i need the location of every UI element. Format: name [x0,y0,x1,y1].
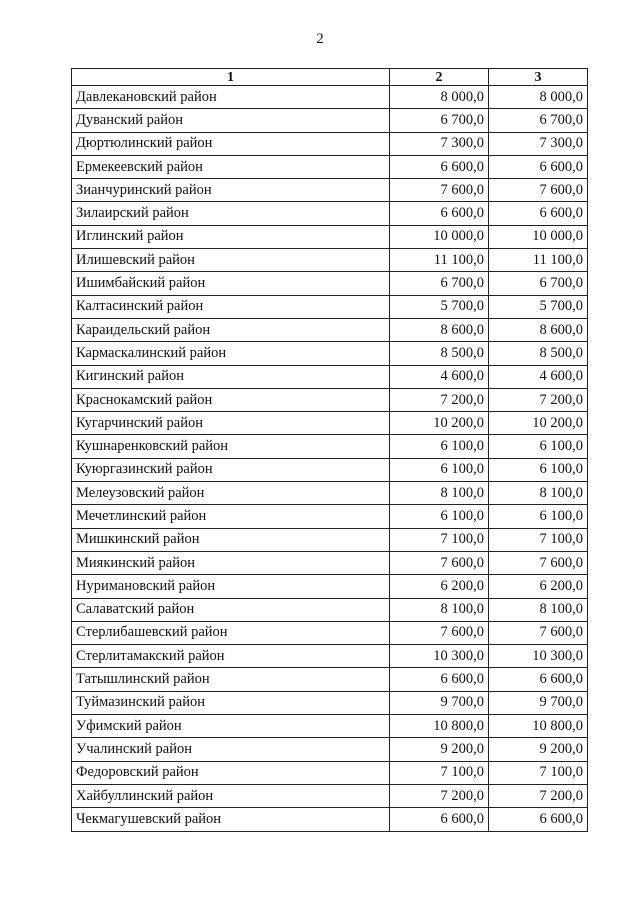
district-name-cell: Давлекановский район [72,86,390,109]
value-col2-cell: 10 000,0 [390,225,489,248]
value-col2-cell: 8 500,0 [390,342,489,365]
column-header-2: 2 [390,69,489,86]
table-header-row [72,69,588,86]
table-row [72,202,588,225]
value-col3-cell: 7 600,0 [489,551,588,574]
table-row [72,412,588,435]
table-row [72,272,588,295]
table-row [72,575,588,598]
value-col2-cell: 10 300,0 [390,645,489,668]
value-col2-cell: 7 100,0 [390,761,489,784]
value-col3-cell: 4 600,0 [489,365,588,388]
district-name-cell: Кушнаренковский район [72,435,390,458]
table-row [72,179,588,202]
district-name-cell: Караидельский район [72,318,390,341]
value-col3-cell: 7 100,0 [489,761,588,784]
table-row [72,528,588,551]
value-col2-cell: 7 600,0 [390,179,489,202]
district-name-cell: Чекмагушевский район [72,808,390,831]
district-name-cell: Краснокамский район [72,388,390,411]
table-row [72,86,588,109]
district-name-cell: Илишевский район [72,249,390,272]
district-name-cell: Учалинский район [72,738,390,761]
value-col3-cell: 6 100,0 [489,458,588,481]
district-name-cell: Нуримановский район [72,575,390,598]
district-name-cell: Мишкинский район [72,528,390,551]
value-col3-cell: 7 100,0 [489,528,588,551]
value-col3-cell: 8 100,0 [489,482,588,505]
table-row [72,365,588,388]
district-name-cell: Татышлинский район [72,668,390,691]
value-col2-cell: 6 200,0 [390,575,489,598]
district-name-cell: Стерлитамакский район [72,645,390,668]
district-name-cell: Зилаирский район [72,202,390,225]
value-col2-cell: 6 100,0 [390,435,489,458]
value-col3-cell: 10 300,0 [489,645,588,668]
district-name-cell: Кармаскалинский район [72,342,390,365]
table-row [72,132,588,155]
district-name-cell: Уфимский район [72,715,390,738]
value-col3-cell: 6 600,0 [489,808,588,831]
table-row [72,784,588,807]
district-name-cell: Миякинский район [72,551,390,574]
district-name-cell: Салаватский район [72,598,390,621]
table-row [72,225,588,248]
value-col3-cell: 6 100,0 [489,505,588,528]
value-col2-cell: 10 800,0 [390,715,489,738]
district-name-cell: Калтасинский район [72,295,390,318]
value-col2-cell: 7 600,0 [390,621,489,644]
value-col2-cell: 9 700,0 [390,691,489,714]
table-row [72,715,588,738]
table-body [72,86,588,832]
district-name-cell: Ермекеевский район [72,155,390,178]
value-col2-cell: 6 600,0 [390,155,489,178]
district-name-cell: Хайбуллинский район [72,784,390,807]
table-row [72,738,588,761]
value-col3-cell: 10 200,0 [489,412,588,435]
table-row [72,598,588,621]
table-row [72,318,588,341]
district-name-cell: Иглинский район [72,225,390,248]
value-col3-cell: 8 600,0 [489,318,588,341]
value-col2-cell: 8 100,0 [390,482,489,505]
page-number: 2 [316,31,324,47]
district-name-cell: Кигинский район [72,365,390,388]
district-name-cell: Зианчуринский район [72,179,390,202]
value-col2-cell: 6 600,0 [390,808,489,831]
district-name-cell: Стерлибашевский район [72,621,390,644]
table-row [72,155,588,178]
district-name-cell: Ишимбайский район [72,272,390,295]
value-col2-cell: 7 100,0 [390,528,489,551]
value-col3-cell: 9 700,0 [489,691,588,714]
value-col2-cell: 7 200,0 [390,388,489,411]
value-col2-cell: 10 200,0 [390,412,489,435]
district-name-cell: Кугарчинский район [72,412,390,435]
table-row [72,482,588,505]
table-row [72,505,588,528]
column-header-1: 1 [72,69,390,86]
table-row [72,342,588,365]
value-col3-cell: 7 200,0 [489,388,588,411]
table-row [72,621,588,644]
table-row [72,295,588,318]
table-row [72,761,588,784]
table-row [72,691,588,714]
value-col3-cell: 6 700,0 [489,109,588,132]
value-col2-cell: 7 600,0 [390,551,489,574]
value-col2-cell: 5 700,0 [390,295,489,318]
table-row [72,435,588,458]
district-name-cell: Федоровский район [72,761,390,784]
value-col3-cell: 6 100,0 [489,435,588,458]
district-name-cell: Мелеузовский район [72,482,390,505]
district-name-cell: Туймазинский район [72,691,390,714]
table-row [72,109,588,132]
value-col2-cell: 6 600,0 [390,202,489,225]
value-col3-cell: 6 600,0 [489,202,588,225]
value-col3-cell: 8 100,0 [489,598,588,621]
value-col3-cell: 6 600,0 [489,668,588,691]
table-row [72,808,588,831]
value-col3-cell: 10 800,0 [489,715,588,738]
value-col3-cell: 7 600,0 [489,179,588,202]
table-row [72,645,588,668]
value-col3-cell: 7 600,0 [489,621,588,644]
table-row [72,249,588,272]
table-row [72,388,588,411]
value-col2-cell: 8 100,0 [390,598,489,621]
value-col2-cell: 4 600,0 [390,365,489,388]
value-col2-cell: 11 100,0 [390,249,489,272]
value-col3-cell: 5 700,0 [489,295,588,318]
value-col3-cell: 6 700,0 [489,272,588,295]
data-table [71,68,588,832]
value-col3-cell: 8 000,0 [489,86,588,109]
value-col2-cell: 6 700,0 [390,272,489,295]
value-col2-cell: 6 600,0 [390,668,489,691]
district-name-cell: Куюргазинский район [72,458,390,481]
column-header-3: 3 [489,69,588,86]
value-col2-cell: 6 700,0 [390,109,489,132]
value-col2-cell: 8 000,0 [390,86,489,109]
value-col3-cell: 6 200,0 [489,575,588,598]
district-name-cell: Дюртюлинский район [72,132,390,155]
table-row [72,668,588,691]
value-col3-cell: 8 500,0 [489,342,588,365]
value-col2-cell: 7 300,0 [390,132,489,155]
value-col2-cell: 6 100,0 [390,458,489,481]
value-col2-cell: 7 200,0 [390,784,489,807]
value-col3-cell: 10 000,0 [489,225,588,248]
value-col3-cell: 11 100,0 [489,249,588,272]
value-col3-cell: 7 300,0 [489,132,588,155]
value-col3-cell: 9 200,0 [489,738,588,761]
district-name-cell: Дуванский район [72,109,390,132]
value-col2-cell: 8 600,0 [390,318,489,341]
value-col3-cell: 7 200,0 [489,784,588,807]
table-row [72,458,588,481]
value-col2-cell: 9 200,0 [390,738,489,761]
value-col2-cell: 6 100,0 [390,505,489,528]
district-name-cell: Мечетлинский район [72,505,390,528]
table-row [72,551,588,574]
value-col3-cell: 6 600,0 [489,155,588,178]
